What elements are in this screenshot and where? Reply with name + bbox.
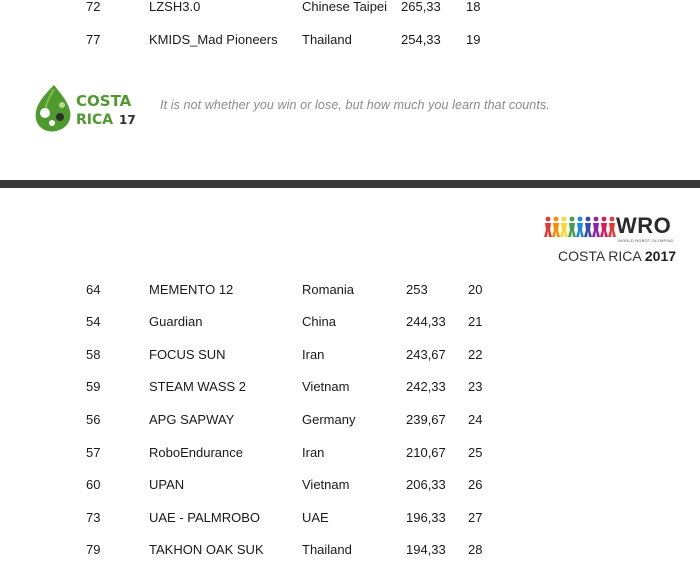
- team-score: 239,67: [406, 412, 446, 427]
- team-rank: 18: [466, 0, 481, 14]
- team-id: 64: [86, 282, 101, 297]
- team-country: Iran: [302, 347, 325, 362]
- team-rank: 22: [468, 347, 483, 362]
- team-rank: 24: [468, 412, 483, 427]
- team-score: 196,33: [406, 510, 446, 525]
- page-divider: [0, 180, 700, 188]
- costa-rica-17-logo: [32, 83, 144, 135]
- team-name: MEMENTO 12: [149, 282, 234, 297]
- team-id: 77: [86, 32, 101, 47]
- team-id: 60: [86, 477, 101, 492]
- team-name: APG SAPWAY: [149, 412, 235, 427]
- team-country: UAE: [302, 510, 329, 525]
- motto-quote: It is not whether you win or lose, but how much you learn that counts.: [160, 98, 550, 112]
- wro-brand: WRO: [616, 213, 672, 238]
- wro-location: [558, 248, 676, 264]
- team-country: Germany: [302, 412, 356, 427]
- team-rank: 26: [468, 477, 483, 492]
- team-name: KMIDS_Mad Pioneers: [149, 32, 278, 47]
- team-id: 56: [86, 412, 101, 427]
- team-id: 72: [86, 0, 101, 14]
- team-name: UAE - PALMROBO: [149, 510, 261, 525]
- team-country: Iran: [302, 445, 325, 460]
- team-id: 58: [86, 347, 101, 362]
- team-rank: 28: [468, 542, 483, 557]
- logo-text-costa: COSTA: [76, 92, 132, 110]
- team-id: 79: [86, 542, 101, 557]
- team-id: 59: [86, 379, 101, 394]
- team-id: 57: [86, 445, 101, 460]
- team-country: Thailand: [302, 32, 352, 47]
- team-name: FOCUS SUN: [149, 347, 226, 362]
- team-name: Guardian: [149, 314, 203, 329]
- team-country: Chinese Taipei: [302, 0, 388, 14]
- team-rank: 27: [468, 510, 483, 525]
- team-country: Thailand: [302, 542, 352, 557]
- team-score: 206,33: [406, 477, 446, 492]
- team-country: Romania: [302, 282, 355, 297]
- team-score: 243,67: [406, 347, 446, 362]
- team-rank: 25: [468, 445, 483, 460]
- wro-logo: [540, 210, 695, 270]
- team-name: TAKHON OAK SUK: [149, 542, 264, 557]
- team-country: Vietnam: [302, 477, 350, 492]
- team-score: 254,33: [401, 32, 441, 47]
- wro-location-name: COSTA RICA: [558, 248, 641, 264]
- team-id: 54: [86, 314, 101, 329]
- logo-text-year: 17: [119, 113, 136, 127]
- team-rank: 21: [468, 314, 483, 329]
- wro-subtitle: WORLD ROBOT OLYMPIAD: [618, 238, 674, 243]
- team-country: Vietnam: [302, 379, 350, 394]
- team-score: 244,33: [406, 314, 446, 329]
- wro-location-year: 2017: [644, 248, 677, 264]
- team-name: UPAN: [149, 477, 185, 492]
- team-rank: 19: [466, 32, 481, 47]
- team-score: 210,67: [406, 445, 446, 460]
- team-score: 194,33: [406, 542, 446, 557]
- wro-people-icon: [544, 216, 616, 238]
- team-rank: 20: [468, 282, 483, 297]
- team-name: RoboEndurance: [149, 445, 243, 460]
- team-country: China: [302, 314, 336, 329]
- team-score: 253: [406, 282, 428, 297]
- team-name: LZSH3.0: [149, 0, 201, 14]
- team-score: 242,33: [406, 379, 446, 394]
- team-name: STEAM WASS 2: [149, 379, 247, 394]
- team-rank: 23: [468, 379, 483, 394]
- team-id: 73: [86, 510, 101, 525]
- team-score: 265,33: [401, 0, 441, 14]
- page-top: [0, 0, 700, 183]
- logo-text-rica: RICA: [76, 112, 114, 128]
